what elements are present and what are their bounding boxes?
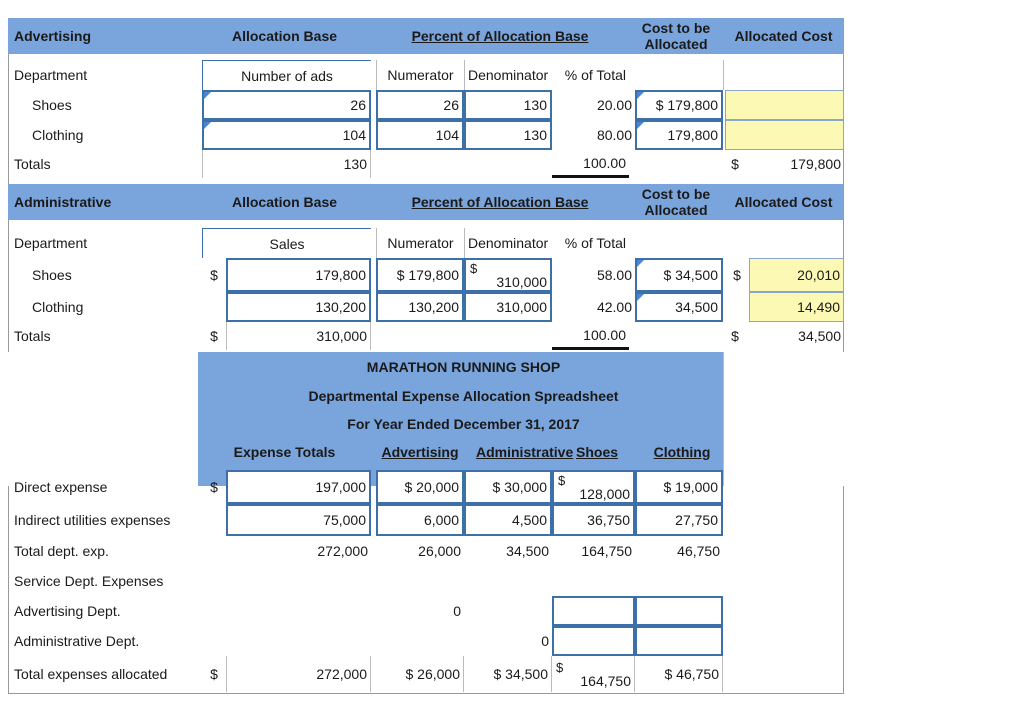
- advertising-department-row: [8, 60, 844, 90]
- total-value: 272,000: [317, 543, 368, 559]
- allocated-cost-header: Allocated Cost: [734, 28, 833, 44]
- totals-label: Totals: [14, 328, 51, 344]
- advertising-value: 0: [453, 603, 461, 619]
- allocated-cost-header: Allocated Cost: [734, 194, 833, 210]
- denominator-input[interactable]: 130: [464, 120, 552, 150]
- shoes-input[interactable]: [552, 470, 635, 504]
- denominator-input[interactable]: 130: [464, 90, 552, 120]
- spreadsheet-row-indirect-utilities: [8, 504, 844, 536]
- col-shoes: Shoes: [576, 444, 619, 460]
- base-name-input[interactable]: Sales: [202, 228, 371, 258]
- percent-of-base-header: Percent of Allocation Base: [411, 194, 589, 210]
- allocated-cost-input[interactable]: 14,490: [749, 292, 844, 322]
- total-value: 272,000: [226, 656, 371, 692]
- shoes-input[interactable]: [552, 626, 635, 656]
- dept-name: Clothing: [32, 299, 84, 315]
- base-input[interactable]: 104: [202, 120, 371, 150]
- company-name: MARATHON RUNNING SHOP: [366, 359, 561, 375]
- clothing-input[interactable]: [635, 626, 723, 656]
- numerator-input[interactable]: $ 179,800: [376, 258, 464, 292]
- row-label: Total expenses allocated: [14, 666, 168, 682]
- spreadsheet-row-total-allocated: [8, 656, 844, 692]
- allocation-base-header: Allocation Base: [231, 194, 338, 210]
- advertising-row-clothing: [8, 120, 844, 150]
- dept-name: Clothing: [32, 127, 84, 143]
- administrative-header-row: [8, 184, 844, 220]
- clothing-input[interactable]: 27,750: [635, 504, 723, 536]
- numerator-label: Numerator: [376, 60, 464, 90]
- administrative-value: 34,500: [506, 543, 549, 559]
- numerator-input[interactable]: 26: [376, 90, 464, 120]
- clothing-input[interactable]: $ 19,000: [635, 470, 723, 504]
- row-label: Direct expense: [14, 479, 108, 495]
- advertising-value: 26,000: [418, 543, 461, 559]
- administrative-department-row: [8, 228, 844, 258]
- pct-value: 20.00: [596, 97, 632, 113]
- advertising-totals-row: [8, 150, 844, 178]
- pct-total-label: % of Total: [564, 67, 626, 83]
- spreadsheet-row-administrative-dept: [8, 626, 844, 656]
- total-pct: 100.00: [552, 150, 629, 178]
- advertising-row-shoes: [8, 90, 844, 120]
- administrative-row-clothing: [8, 292, 844, 322]
- total-pct: 100.00: [552, 322, 629, 350]
- advertising-input[interactable]: $ 20,000: [376, 470, 464, 504]
- col-advertising: Advertising: [381, 444, 459, 460]
- spreadsheet-row-total-dept-exp: [8, 536, 844, 566]
- total-input[interactable]: 75,000: [226, 504, 371, 536]
- allocated-cost-input[interactable]: [725, 120, 844, 150]
- total-allocated: 34,500: [798, 328, 841, 344]
- base-input[interactable]: 26: [202, 90, 371, 120]
- administrative-value: $ 34,500: [464, 656, 552, 692]
- advertising-header-row: [8, 18, 844, 54]
- row-label: Administrative Dept.: [14, 633, 140, 649]
- administrative-title: Administrative: [14, 194, 112, 210]
- spreadsheet-subtitle: Departmental Expense Allocation Spreadsheet: [308, 388, 619, 404]
- shoes-dollar: $: [558, 472, 566, 488]
- cost-to-be-allocated-header: Cost to be Allocated: [641, 185, 711, 218]
- col-clothing: Clothing: [653, 444, 711, 460]
- cost-input[interactable]: $ 34,500: [635, 258, 723, 292]
- spreadsheet-title-block: [198, 352, 844, 486]
- clothing-value: $ 46,750: [635, 656, 723, 692]
- department-label: Department: [14, 235, 88, 251]
- spreadsheet-row-direct-expense: [8, 470, 844, 504]
- total-allocated: 179,800: [790, 156, 841, 172]
- pct-value: 42.00: [596, 299, 632, 315]
- shoes-input[interactable]: 36,750: [552, 504, 635, 536]
- dept-name: Shoes: [32, 267, 72, 283]
- numerator-label: Numerator: [376, 228, 464, 258]
- shoes-value: 164,750: [580, 672, 631, 689]
- cost-input[interactable]: 34,500: [635, 292, 723, 322]
- dollar-sign: $: [210, 666, 218, 682]
- administrative-value: 0: [541, 633, 549, 649]
- shoes-value: 128,000: [579, 485, 630, 502]
- department-label: Department: [14, 67, 88, 83]
- numerator-input[interactable]: 130,200: [376, 292, 464, 322]
- clothing-value: 46,750: [677, 543, 720, 559]
- advertising-input[interactable]: 6,000: [376, 504, 464, 536]
- clothing-input[interactable]: [635, 596, 723, 626]
- cost-to-be-allocated-header: Cost to be Allocated: [641, 19, 711, 52]
- cost-input[interactable]: $ 179,800: [635, 90, 723, 120]
- spreadsheet-period: For Year Ended December 31, 2017: [347, 416, 580, 432]
- administrative-totals-row: [8, 322, 844, 350]
- base-name-input[interactable]: Number of ads: [202, 60, 371, 90]
- pct-value: 58.00: [596, 267, 632, 283]
- row-label: Indirect utilities expenses: [14, 512, 171, 528]
- total-base: 310,000: [226, 322, 371, 350]
- alloc-dollar-sign: $: [733, 267, 741, 283]
- pct-value: 80.00: [596, 127, 632, 143]
- percent-of-base-header: Percent of Allocation Base: [411, 28, 589, 44]
- denominator-dollar: $: [470, 260, 478, 276]
- advertising-title: Advertising: [14, 28, 92, 44]
- total-alloc-dollar-sign: $: [731, 328, 739, 344]
- pct-total-label: % of Total: [564, 235, 626, 251]
- cost-input[interactable]: 179,800: [635, 120, 723, 150]
- denominator-value: 310,000: [496, 273, 547, 290]
- total-base: 130: [202, 150, 371, 178]
- administrative-input[interactable]: 4,500: [464, 504, 552, 536]
- denominator-label: Denominator: [464, 60, 552, 90]
- total-dollar-sign: $: [731, 156, 739, 172]
- totals-label: Totals: [14, 156, 51, 172]
- base-input[interactable]: 179,800: [226, 258, 371, 292]
- spreadsheet-row-advertising-dept: [8, 596, 844, 626]
- dollar-sign: $: [210, 267, 218, 283]
- administrative-row-shoes: [8, 258, 844, 292]
- dept-name: Shoes: [32, 97, 72, 113]
- base-input[interactable]: 130,200: [226, 292, 371, 322]
- shoes-total: [552, 656, 635, 692]
- row-label: Total dept. exp.: [14, 543, 109, 559]
- shoes-dollar: $: [556, 659, 564, 675]
- allocation-base-header: Allocation Base: [231, 28, 338, 44]
- allocated-cost-input[interactable]: [725, 90, 844, 120]
- shoes-value: 164,750: [581, 543, 632, 559]
- administrative-input[interactable]: $ 30,000: [464, 470, 552, 504]
- spreadsheet-row-service-dept: [8, 566, 844, 596]
- row-label: Advertising Dept.: [14, 603, 121, 619]
- row-label: Service Dept. Expenses: [14, 573, 164, 589]
- col-expense-totals: Expense Totals: [233, 444, 336, 460]
- numerator-input[interactable]: 104: [376, 120, 464, 150]
- denominator-input[interactable]: 310,000: [464, 292, 552, 322]
- allocated-cost-input[interactable]: 20,010: [749, 258, 844, 292]
- total-dollar-sign: $: [210, 328, 218, 344]
- denominator-input[interactable]: [464, 258, 552, 292]
- total-input[interactable]: 197,000: [226, 470, 371, 504]
- dollar-sign: $: [210, 479, 218, 495]
- shoes-input[interactable]: [552, 596, 635, 626]
- advertising-value: $ 26,000: [376, 656, 464, 692]
- denominator-label: Denominator: [464, 228, 552, 258]
- col-administrative: Administrative: [476, 444, 574, 460]
